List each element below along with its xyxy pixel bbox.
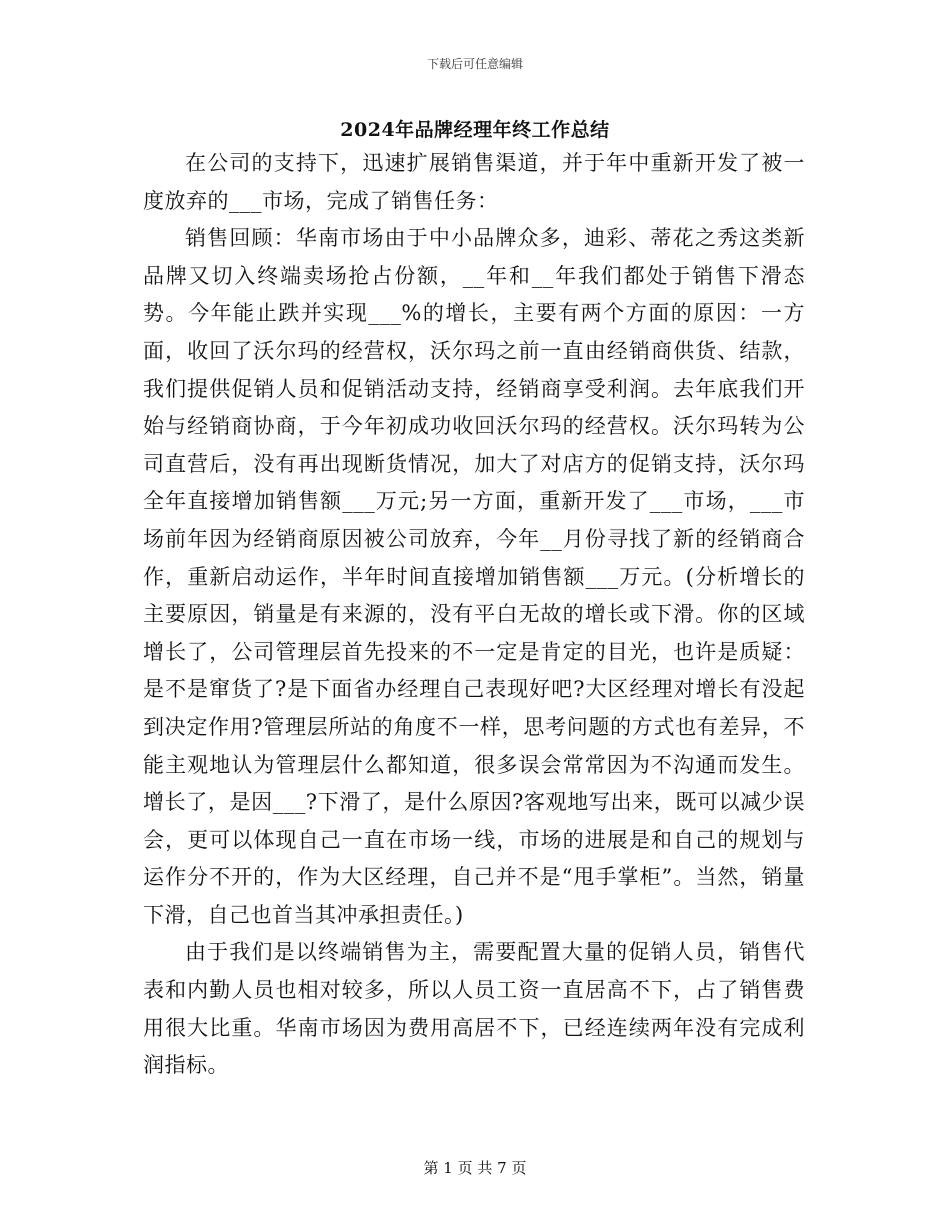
paragraph-costs: 由于我们是以终端销售为主，需要配置大量的促销人员，销售代表和内勤人员也相对较多，所以人员工资一直居高不下，占了销售费用很大比重。华南市场因为费用高居不下，已经连续两年没有完成利润指标。: [143, 940, 805, 1078]
page-number: 第 1 页 共 7 页: [423, 1159, 527, 1177]
paragraph-sales-review: 销售回顾：华南市场由于中小品牌众多，迪彩、蒂花之秀这类新品牌又切入终端卖场抢占份额，__年和__年我们都处于销售下滑态势。今年能止跌并实现___%的增长，主要有两个方面的原因：一方面，收回了沃尔玛的经营权，沃尔玛之前一直由经销商供货、结款，我们提供促销人员和促销活动支持，经销商享受利润。去年底我们开始与经销商协商，于今年初成功收回沃尔玛的经营权。沃尔玛转为公司直营后，没有再出现断货情况，加大了对店方的促销支持，沃尔玛全年直接增加销售额___万元;另一方面，重新开发了___市场，___市场前年因为经销商原因被公司放弃，今年__月份寻找了新的经销商合作，重新启动运作，半年时间直接增加销售额___万元。(分析增长的主要原因，销量是有来源的，没有平白无故的增长或下滑。你的区域增长了，公司管理层首先投来的不一定是肯定的目光，也许是质疑：是不是窜货了?是下面省办经理自己表现好吧?大区经理对增长有没起到决定作用?管理层所站的角度不一样，思考问题的方式也有差异，不能主观地认为管理层什么都知道，很多误会常常因为不沟通而发生。增长了，是因___?下滑了，是什么原因?客观地写出来，既可以减少误会，更可以体现自己一直在市场一线，市场的进展是和自己的规划与运作分不开的，作为大区经理，自己并不是“甩手掌柜”。当然，销量下滑，自己也首当其冲承担责任。): [143, 226, 805, 927]
document-title: 2024年品牌经理年终工作总结: [340, 119, 610, 141]
download-note: 下载后可任意编辑: [426, 57, 523, 71]
paragraph-intro: 在公司的支持下，迅速扩展销售渠道，并于年中重新开发了被一度放弃的___市场，完成了销售任务：: [143, 151, 805, 213]
document-body: [143, 145, 805, 1085]
